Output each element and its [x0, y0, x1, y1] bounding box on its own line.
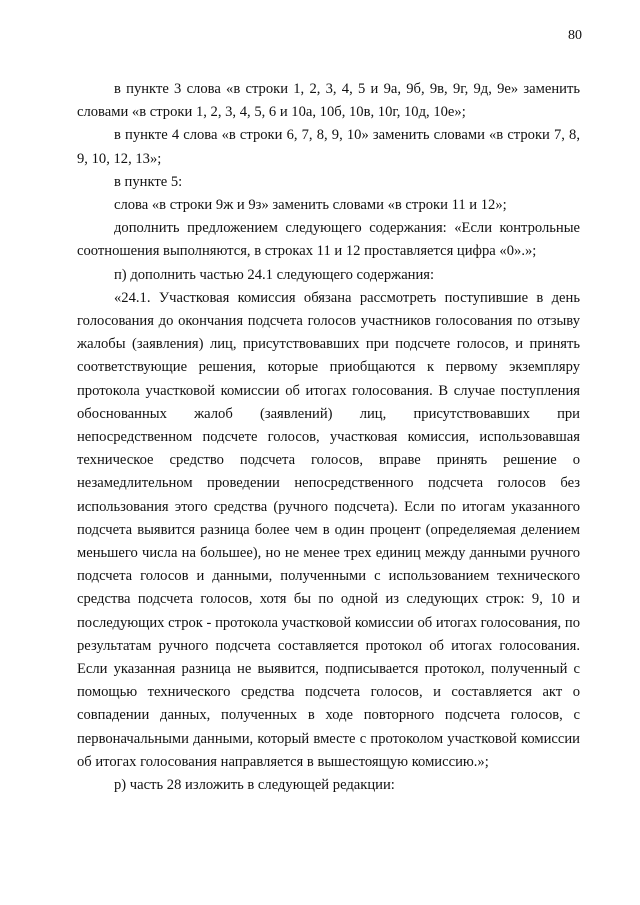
paragraph-item-5-addition: дополнить предложением следующего содержания: «Если контрольные соотношения выполняются, в строках 11 и 12 проставляется цифра «0».»;	[77, 220, 580, 260]
page-number: 80	[568, 28, 582, 43]
paragraph-item-3-amendment: в пункте 3 слова «в строки 1, 2, 3, 4, 5 и 9а, 9б, 9в, 9г, 9д, 9е» заменить словами «в строки 1, 2, 3, 4, 5, 6 и 10а, 10б, 10в, 10г, 10д, 10е»;	[77, 81, 580, 121]
paragraph-item-5-words: слова «в строки 9ж и 9з» заменить словами «в строки 11 и 12»;	[114, 197, 507, 214]
paragraph-item-5-heading: в пункте 5:	[114, 173, 183, 190]
paragraph-part-24-1-text: «24.1. Участковая комиссия обязана рассмотреть поступившие в день голосования до окончания подсчета голосов участников голосования по отзыву жалобы (заявления) лиц, присутствовавших при подсчете голосов, и принять соответствующие решения, которые приобщаются к первому экземпляру протокола участковой комиссии об итогах голосования. В случае поступления обоснованных жалоб (заявлений) лиц, присутствовавших при непосредственном подсчете голосов, участковая комиссия, использовавшая техническое средство подсчета голосов, вправе принять решение о незамедлительном проведении непосредственного подсчета голосов без использования этого средства (ручного подсчета). Если по итогам указанного подсчета выявится разница более чем в один процент (определяемая делением меньшего числа на большее), но не менее трех единиц между данными ручного подсчета голосов и данными, полученными с использованием технического средства подсчета голосов, хотя бы по одной из следующих строк: 9, 10 и последующих строк - протокола участковой комиссии об итогах голосования, по результатам ручного подсчета составляется протокол об итогах голосования. Если указанная разница не выявится, подписывается протокол, полученный с помощью технического средства подсчета голосов, и составляется акт о совпадении данных, полученных в ходе повторного подсчета голосов, с первоначальными данными, который вместе с протоколом участковой комиссии об итогах голосования направляется в вышестоящую комиссию.»;	[77, 289, 580, 770]
document-body	[77, 78, 580, 797]
paragraph-part-24-1-intro: п) дополнить частью 24.1 следующего содержания:	[114, 266, 435, 283]
paragraph-part-28-intro: р) часть 28 изложить в следующей редакции:	[114, 777, 395, 794]
paragraph-item-4-amendment: в пункте 4 слова «в строки 6, 7, 8, 9, 10» заменить словами «в строки 7, 8, 9, 10, 12, 13»;	[77, 127, 580, 167]
